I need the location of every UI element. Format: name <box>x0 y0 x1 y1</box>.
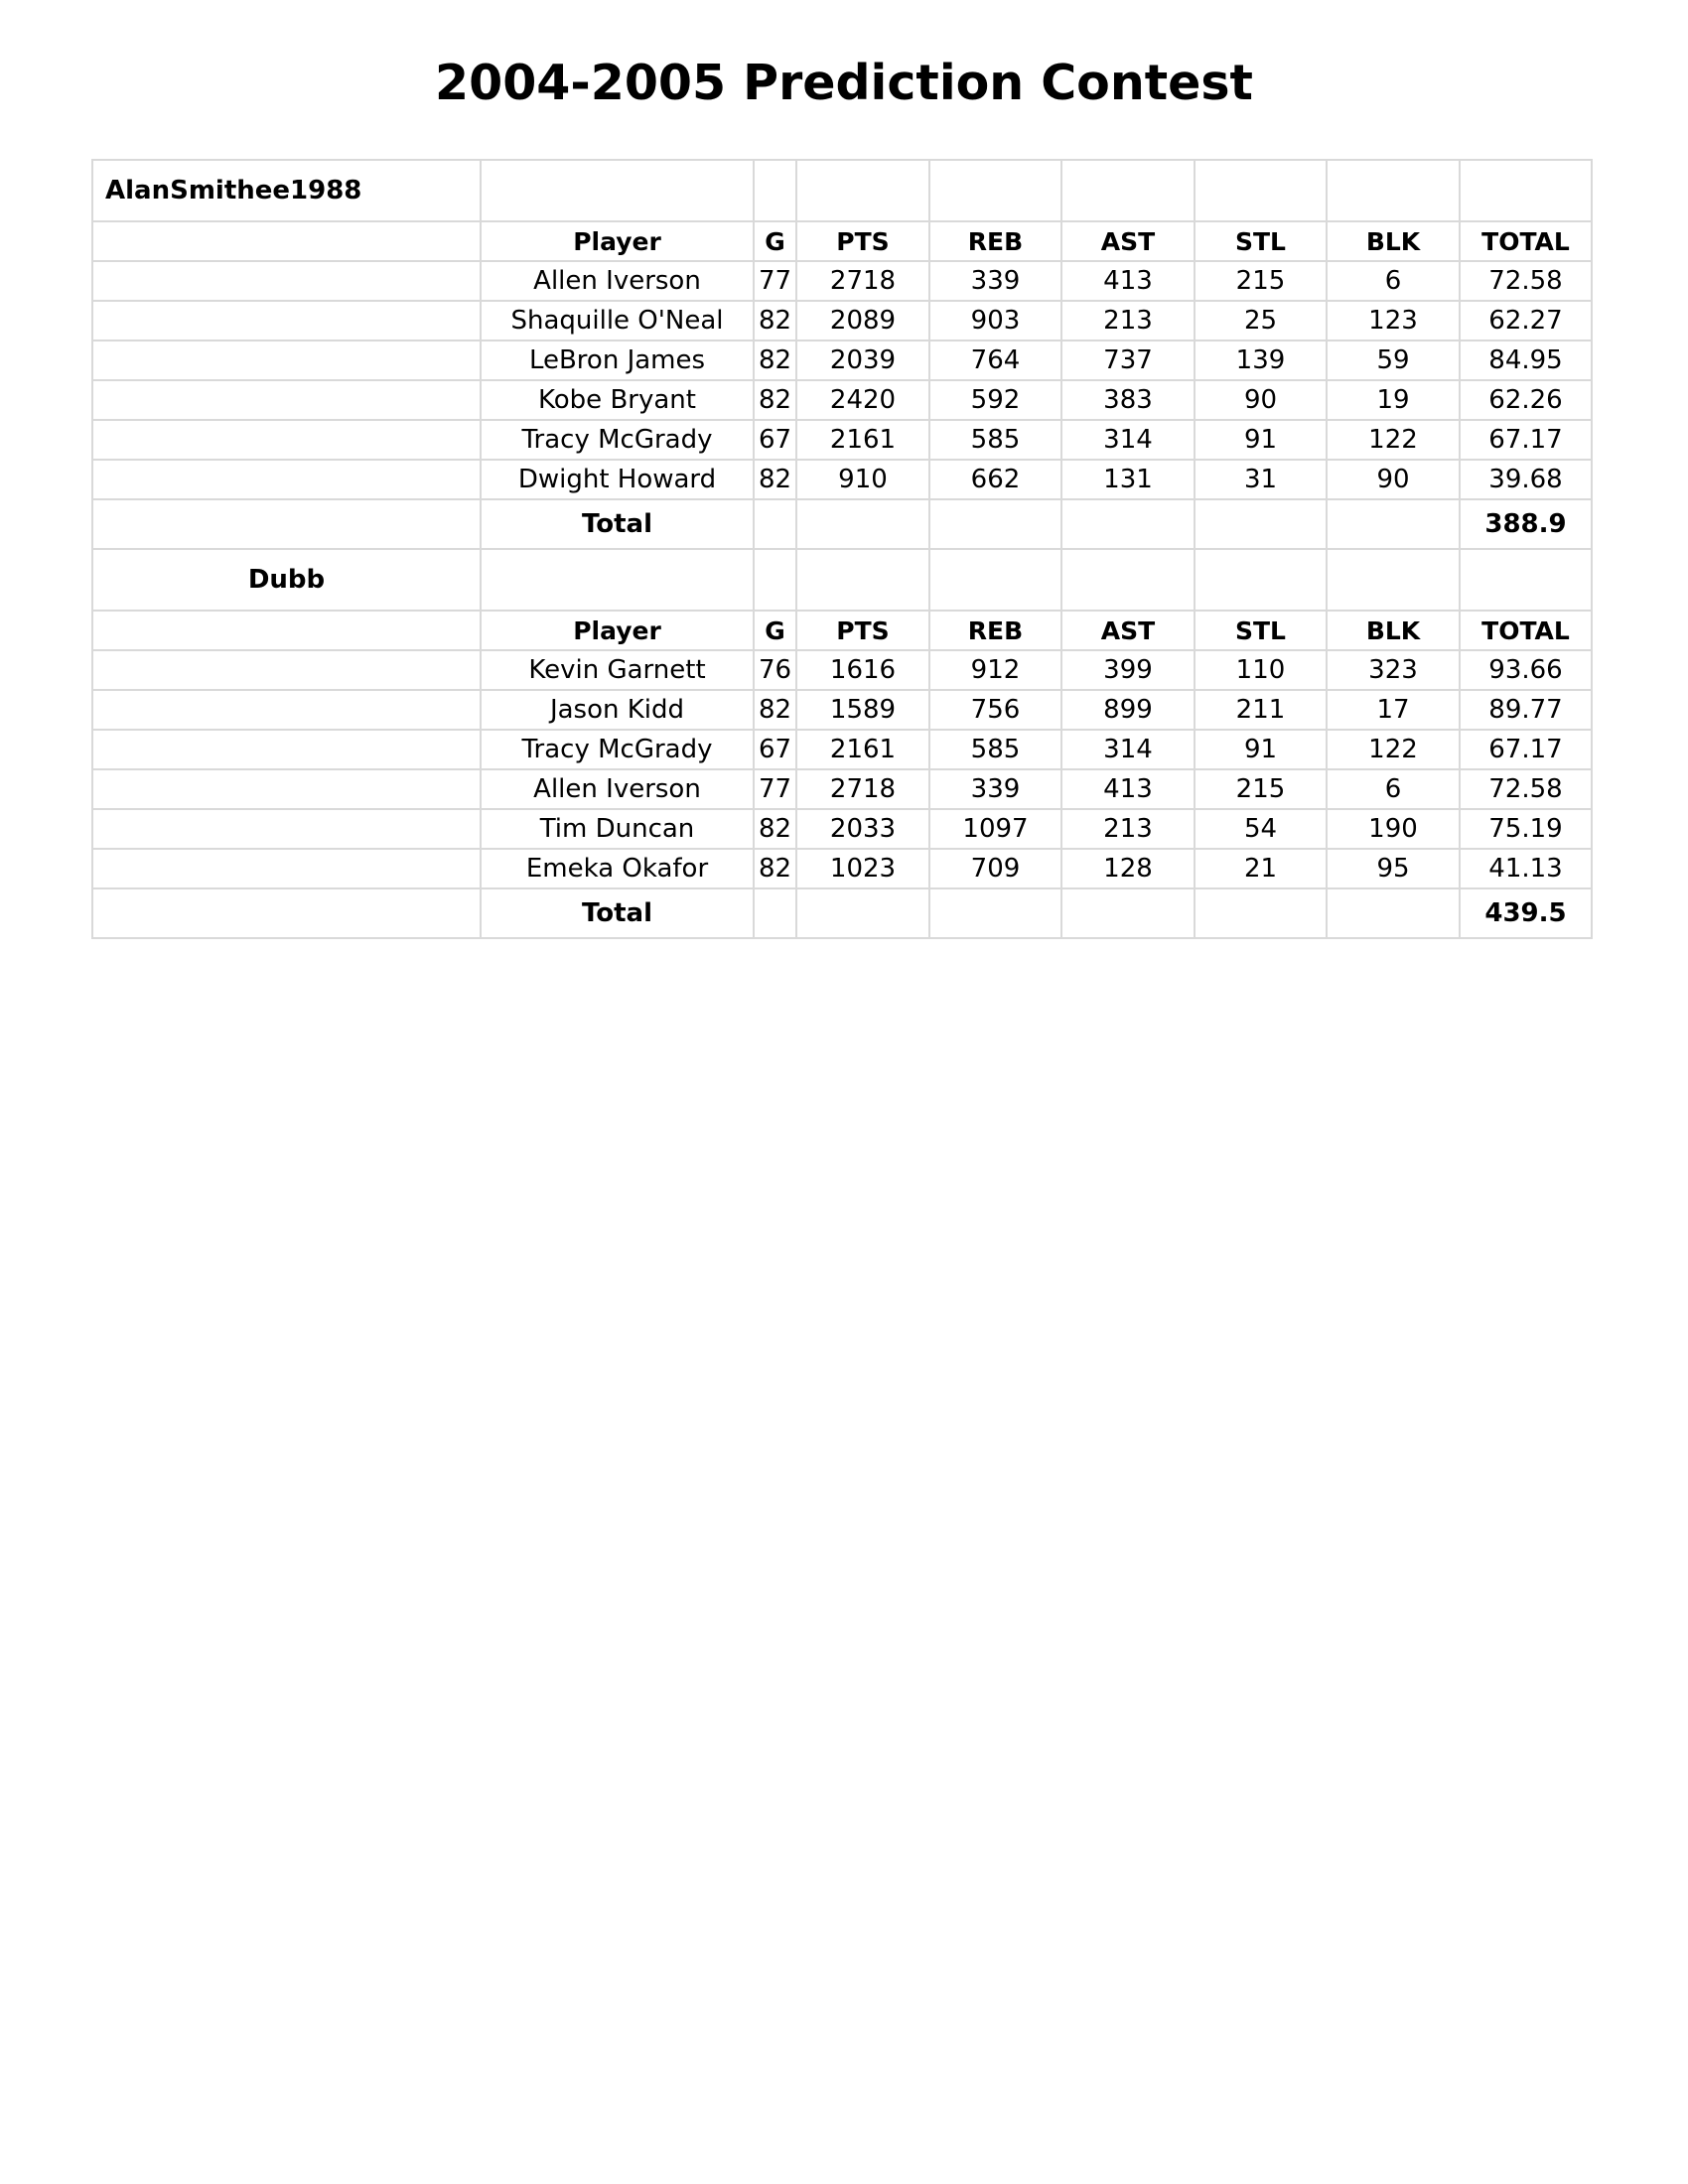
cell-ast: 413 <box>1061 261 1195 301</box>
total-label: Total <box>481 499 754 549</box>
cell-ast: 213 <box>1061 301 1195 341</box>
cell-pts: 2161 <box>796 730 929 769</box>
cell-ast: 131 <box>1061 460 1195 499</box>
cell-stl: 91 <box>1195 730 1327 769</box>
entry-name-row <box>92 160 1592 221</box>
cell-ast: 213 <box>1061 809 1195 849</box>
cell-stl: 31 <box>1195 460 1327 499</box>
column-header-pts: PTS <box>796 611 929 650</box>
empty-cell <box>1195 160 1327 221</box>
empty-cell <box>1327 549 1460 611</box>
empty-cell <box>796 160 929 221</box>
empty-cell <box>1195 888 1327 938</box>
empty-cell <box>754 888 796 938</box>
empty-cell <box>929 888 1061 938</box>
cell-player: Dwight Howard <box>481 460 754 499</box>
table-row <box>92 769 1592 809</box>
empty-cell <box>754 160 796 221</box>
cell-pts: 2161 <box>796 420 929 460</box>
column-header-blk: BLK <box>1327 221 1460 261</box>
total-value: 388.9 <box>1460 499 1592 549</box>
empty-cell <box>929 499 1061 549</box>
cell-reb: 1097 <box>929 809 1061 849</box>
cell-reb: 662 <box>929 460 1061 499</box>
empty-cell <box>754 499 796 549</box>
cell-reb: 585 <box>929 420 1061 460</box>
column-header-total: TOTAL <box>1460 221 1592 261</box>
cell-blk: 190 <box>1327 809 1460 849</box>
cell-player: Tracy McGrady <box>481 420 754 460</box>
table-row <box>92 460 1592 499</box>
entry-name: AlanSmithee1988 <box>92 160 481 221</box>
cell-ast: 383 <box>1061 380 1195 420</box>
cell-stl: 21 <box>1195 849 1327 888</box>
cell-player: LeBron James <box>481 341 754 380</box>
cell-blk: 123 <box>1327 301 1460 341</box>
column-header-g: G <box>754 221 796 261</box>
cell-ast: 413 <box>1061 769 1195 809</box>
cell-g: 76 <box>754 650 796 690</box>
cell-blk: 90 <box>1327 460 1460 499</box>
cell-ast: 314 <box>1061 420 1195 460</box>
cell-g: 67 <box>754 730 796 769</box>
empty-cell <box>92 690 481 730</box>
cell-blk: 59 <box>1327 341 1460 380</box>
cell-total: 41.13 <box>1460 849 1592 888</box>
empty-cell <box>1061 549 1195 611</box>
cell-pts: 2420 <box>796 380 929 420</box>
empty-cell <box>92 849 481 888</box>
column-header-pts: PTS <box>796 221 929 261</box>
cell-g: 77 <box>754 769 796 809</box>
cell-player: Tracy McGrady <box>481 730 754 769</box>
cell-pts: 2089 <box>796 301 929 341</box>
cell-ast: 314 <box>1061 730 1195 769</box>
empty-cell <box>1327 499 1460 549</box>
cell-reb: 592 <box>929 380 1061 420</box>
cell-reb: 903 <box>929 301 1061 341</box>
cell-total: 75.19 <box>1460 809 1592 849</box>
cell-player: Kobe Bryant <box>481 380 754 420</box>
cell-total: 93.66 <box>1460 650 1592 690</box>
cell-pts: 1589 <box>796 690 929 730</box>
empty-cell <box>92 611 481 650</box>
column-header-row <box>92 221 1592 261</box>
empty-cell <box>929 160 1061 221</box>
total-value: 439.5 <box>1460 888 1592 938</box>
cell-total: 39.68 <box>1460 460 1592 499</box>
cell-reb: 764 <box>929 341 1061 380</box>
cell-g: 67 <box>754 420 796 460</box>
cell-total: 62.26 <box>1460 380 1592 420</box>
cell-reb: 339 <box>929 769 1061 809</box>
cell-stl: 139 <box>1195 341 1327 380</box>
cell-player: Kevin Garnett <box>481 650 754 690</box>
table-row <box>92 341 1592 380</box>
cell-pts: 2039 <box>796 341 929 380</box>
cell-g: 82 <box>754 849 796 888</box>
cell-g: 82 <box>754 341 796 380</box>
cell-total: 72.58 <box>1460 769 1592 809</box>
column-header-reb: REB <box>929 611 1061 650</box>
cell-reb: 912 <box>929 650 1061 690</box>
column-header-reb: REB <box>929 221 1061 261</box>
empty-cell <box>92 499 481 549</box>
empty-cell <box>1460 160 1592 221</box>
empty-cell <box>92 221 481 261</box>
cell-stl: 215 <box>1195 261 1327 301</box>
cell-stl: 110 <box>1195 650 1327 690</box>
cell-stl: 211 <box>1195 690 1327 730</box>
cell-total: 72.58 <box>1460 261 1592 301</box>
entry-name: Dubb <box>92 549 481 611</box>
column-header-row <box>92 611 1592 650</box>
cell-ast: 128 <box>1061 849 1195 888</box>
empty-cell <box>796 499 929 549</box>
cell-blk: 122 <box>1327 730 1460 769</box>
empty-cell <box>796 549 929 611</box>
cell-total: 89.77 <box>1460 690 1592 730</box>
empty-cell <box>1061 888 1195 938</box>
cell-g: 82 <box>754 690 796 730</box>
cell-g: 82 <box>754 301 796 341</box>
cell-total: 67.17 <box>1460 420 1592 460</box>
empty-cell <box>1327 888 1460 938</box>
empty-cell <box>481 549 754 611</box>
cell-player: Tim Duncan <box>481 809 754 849</box>
cell-pts: 1023 <box>796 849 929 888</box>
empty-cell <box>1460 549 1592 611</box>
table-row <box>92 690 1592 730</box>
cell-pts: 2718 <box>796 769 929 809</box>
empty-cell <box>92 888 481 938</box>
total-label: Total <box>481 888 754 938</box>
column-header-player: Player <box>481 221 754 261</box>
empty-cell <box>92 341 481 380</box>
cell-stl: 54 <box>1195 809 1327 849</box>
empty-cell <box>929 549 1061 611</box>
total-row <box>92 888 1592 938</box>
empty-cell <box>92 809 481 849</box>
cell-g: 82 <box>754 380 796 420</box>
table-row <box>92 650 1592 690</box>
cell-ast: 899 <box>1061 690 1195 730</box>
table-row <box>92 420 1592 460</box>
empty-cell <box>92 301 481 341</box>
cell-reb: 585 <box>929 730 1061 769</box>
cell-blk: 122 <box>1327 420 1460 460</box>
table-row <box>92 301 1592 341</box>
cell-reb: 709 <box>929 849 1061 888</box>
empty-cell <box>754 549 796 611</box>
cell-g: 77 <box>754 261 796 301</box>
cell-ast: 737 <box>1061 341 1195 380</box>
cell-blk: 95 <box>1327 849 1460 888</box>
table-row <box>92 849 1592 888</box>
column-header-stl: STL <box>1195 611 1327 650</box>
column-header-ast: AST <box>1061 221 1195 261</box>
empty-cell <box>92 261 481 301</box>
cell-ast: 399 <box>1061 650 1195 690</box>
table-row <box>92 261 1592 301</box>
cell-blk: 6 <box>1327 261 1460 301</box>
cell-stl: 215 <box>1195 769 1327 809</box>
column-header-g: G <box>754 611 796 650</box>
cell-player: Emeka Okafor <box>481 849 754 888</box>
column-header-blk: BLK <box>1327 611 1460 650</box>
empty-cell <box>92 650 481 690</box>
cell-player: Shaquille O'Neal <box>481 301 754 341</box>
cell-pts: 2718 <box>796 261 929 301</box>
table-row <box>92 730 1592 769</box>
cell-blk: 17 <box>1327 690 1460 730</box>
empty-cell <box>92 730 481 769</box>
prediction-table <box>91 159 1593 939</box>
column-header-player: Player <box>481 611 754 650</box>
cell-g: 82 <box>754 809 796 849</box>
cell-player: Allen Iverson <box>481 261 754 301</box>
empty-cell <box>1195 499 1327 549</box>
cell-total: 67.17 <box>1460 730 1592 769</box>
cell-pts: 1616 <box>796 650 929 690</box>
cell-pts: 910 <box>796 460 929 499</box>
total-row <box>92 499 1592 549</box>
page-title: 2004-2005 Prediction Contest <box>435 55 1253 111</box>
empty-cell <box>796 888 929 938</box>
cell-reb: 756 <box>929 690 1061 730</box>
entry-name-row <box>92 549 1592 611</box>
cell-blk: 6 <box>1327 769 1460 809</box>
column-header-ast: AST <box>1061 611 1195 650</box>
cell-stl: 90 <box>1195 380 1327 420</box>
empty-cell <box>92 380 481 420</box>
table-row <box>92 380 1592 420</box>
empty-cell <box>1195 549 1327 611</box>
empty-cell <box>1061 160 1195 221</box>
empty-cell <box>92 420 481 460</box>
column-header-stl: STL <box>1195 221 1327 261</box>
cell-g: 82 <box>754 460 796 499</box>
cell-player: Allen Iverson <box>481 769 754 809</box>
empty-cell <box>1327 160 1460 221</box>
cell-stl: 91 <box>1195 420 1327 460</box>
table-row <box>92 809 1592 849</box>
cell-blk: 19 <box>1327 380 1460 420</box>
cell-total: 62.27 <box>1460 301 1592 341</box>
cell-stl: 25 <box>1195 301 1327 341</box>
cell-blk: 323 <box>1327 650 1460 690</box>
cell-total: 84.95 <box>1460 341 1592 380</box>
cell-pts: 2033 <box>796 809 929 849</box>
cell-reb: 339 <box>929 261 1061 301</box>
empty-cell <box>92 460 481 499</box>
empty-cell <box>92 769 481 809</box>
empty-cell <box>1061 499 1195 549</box>
empty-cell <box>481 160 754 221</box>
cell-player: Jason Kidd <box>481 690 754 730</box>
column-header-total: TOTAL <box>1460 611 1592 650</box>
